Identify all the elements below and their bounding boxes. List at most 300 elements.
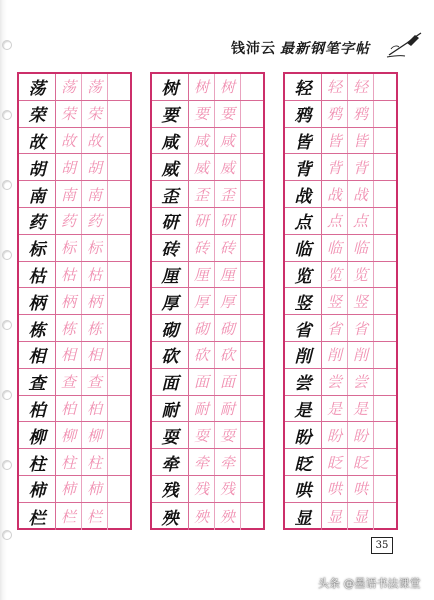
trace-cell — [215, 262, 241, 288]
trace-cell — [348, 396, 374, 422]
trace-cell — [348, 422, 374, 448]
trace-cell — [56, 154, 82, 180]
trace-character: 削 — [326, 346, 342, 365]
blank-practice-cell — [241, 369, 263, 395]
trace-cell — [348, 128, 374, 154]
trace-cell — [215, 74, 241, 100]
blank-practice-cell — [241, 128, 263, 154]
model-character: 荣 — [28, 106, 46, 127]
model-cell — [285, 422, 322, 448]
trace-cell — [56, 288, 82, 314]
trace-cell — [82, 288, 108, 314]
trace-cell — [322, 101, 348, 127]
trace-character: 面 — [219, 373, 235, 392]
trace-cell — [189, 181, 215, 207]
trace-cell — [189, 476, 215, 502]
blank-practice-cell — [108, 101, 130, 127]
model-character: 厚 — [161, 293, 179, 314]
trace-cell — [322, 449, 348, 475]
practice-row — [152, 369, 263, 396]
blank-practice-cell — [241, 315, 263, 341]
model-cell — [285, 262, 322, 288]
model-cell — [19, 208, 56, 234]
model-cell — [19, 315, 56, 341]
trace-character: 皆 — [352, 131, 368, 150]
trace-cell — [348, 476, 374, 502]
trace-cell — [215, 422, 241, 448]
trace-character: 显 — [352, 507, 368, 526]
blank-practice-cell — [108, 288, 130, 314]
trace-cell — [82, 154, 108, 180]
trace-cell — [322, 262, 348, 288]
trace-character: 砍 — [219, 346, 235, 365]
trace-cell — [189, 262, 215, 288]
trace-character: 柱 — [60, 453, 76, 472]
practice-row — [285, 315, 396, 342]
trace-cell — [348, 342, 374, 368]
model-character: 柳 — [28, 427, 46, 448]
trace-character: 是 — [326, 399, 342, 418]
trace-character: 柱 — [86, 453, 102, 472]
binder-holes — [0, 0, 14, 600]
trace-character: 标 — [60, 239, 76, 258]
trace-character: 背 — [326, 158, 342, 177]
trace-cell — [56, 449, 82, 475]
model-character: 削 — [294, 347, 312, 368]
trace-cell — [322, 181, 348, 207]
model-character: 厘 — [161, 266, 179, 287]
trace-cell — [82, 503, 108, 530]
model-character: 战 — [294, 186, 312, 207]
trace-character: 点 — [352, 212, 368, 231]
model-character: 点 — [294, 213, 312, 234]
trace-character: 柏 — [86, 399, 102, 418]
model-cell — [285, 154, 322, 180]
model-character: 栋 — [28, 320, 46, 341]
model-cell — [152, 369, 189, 395]
model-cell — [19, 154, 56, 180]
trace-character: 相 — [86, 346, 102, 365]
blank-practice-cell — [108, 503, 130, 530]
trace-cell — [215, 342, 241, 368]
trace-cell — [82, 262, 108, 288]
blank-practice-cell — [108, 396, 130, 422]
blank-practice-cell — [108, 128, 130, 154]
trace-character: 览 — [326, 265, 342, 284]
model-cell — [19, 396, 56, 422]
book-subtitle: 最新钢笔字帖 — [280, 41, 370, 57]
trace-cell — [82, 235, 108, 261]
practice-row — [285, 74, 396, 101]
trace-character: 是 — [352, 399, 368, 418]
model-character: 眨 — [294, 454, 312, 475]
blank-practice-cell — [241, 449, 263, 475]
trace-character: 尝 — [352, 373, 368, 392]
trace-cell — [82, 315, 108, 341]
trace-cell — [56, 74, 82, 100]
practice-row — [152, 74, 263, 101]
trace-character: 南 — [86, 185, 102, 204]
model-character: 轻 — [294, 79, 312, 100]
trace-character: 砖 — [219, 239, 235, 258]
practice-row — [152, 101, 263, 128]
practice-row — [19, 476, 130, 503]
trace-character: 威 — [193, 158, 209, 177]
trace-character: 临 — [352, 239, 368, 258]
trace-cell — [56, 369, 82, 395]
trace-character: 故 — [86, 131, 102, 150]
trace-character: 省 — [326, 319, 342, 338]
trace-character: 厚 — [193, 292, 209, 311]
trace-cell — [215, 235, 241, 261]
practice-row — [285, 449, 396, 476]
trace-cell — [322, 74, 348, 100]
trace-character: 皆 — [326, 131, 342, 150]
practice-row — [19, 154, 130, 181]
trace-character: 尝 — [326, 373, 342, 392]
practice-row — [152, 154, 263, 181]
blank-practice-cell — [108, 74, 130, 100]
practice-row — [19, 262, 130, 289]
trace-cell — [82, 208, 108, 234]
model-cell — [19, 422, 56, 448]
blank-practice-cell — [108, 369, 130, 395]
trace-character: 显 — [326, 507, 342, 526]
trace-cell — [82, 476, 108, 502]
model-character: 是 — [294, 400, 312, 421]
trace-cell — [82, 369, 108, 395]
trace-character: 残 — [219, 480, 235, 499]
trace-character: 威 — [219, 158, 235, 177]
trace-cell — [56, 101, 82, 127]
trace-cell — [56, 262, 82, 288]
trace-cell — [215, 396, 241, 422]
trace-cell — [348, 503, 374, 530]
blank-practice-cell — [108, 181, 130, 207]
trace-cell — [56, 503, 82, 530]
blank-practice-cell — [108, 154, 130, 180]
blank-practice-cell — [374, 74, 396, 100]
practice-row — [285, 235, 396, 262]
trace-cell — [82, 449, 108, 475]
trace-cell — [189, 288, 215, 314]
trace-character: 哄 — [352, 480, 368, 499]
blank-practice-cell — [108, 449, 130, 475]
model-cell — [152, 422, 189, 448]
trace-character: 厘 — [193, 265, 209, 284]
model-cell — [285, 181, 322, 207]
trace-character: 荣 — [60, 105, 76, 124]
practice-row — [19, 449, 130, 476]
model-cell — [152, 449, 189, 475]
model-cell — [19, 369, 56, 395]
practice-row — [19, 101, 130, 128]
trace-character: 耐 — [193, 399, 209, 418]
practice-row — [152, 342, 263, 369]
practice-row — [19, 422, 130, 449]
author-name: 钱沛云 — [231, 41, 276, 57]
trace-character: 荡 — [86, 78, 102, 97]
practice-row — [19, 369, 130, 396]
blank-practice-cell — [108, 476, 130, 502]
trace-cell — [189, 208, 215, 234]
practice-row — [19, 396, 130, 423]
model-cell — [285, 503, 322, 530]
model-character: 栏 — [28, 508, 46, 529]
trace-cell — [322, 315, 348, 341]
trace-character: 药 — [86, 212, 102, 231]
practice-row — [19, 315, 130, 342]
model-character: 殃 — [161, 508, 179, 529]
binder-hole — [2, 320, 12, 330]
trace-character: 荣 — [86, 105, 102, 124]
trace-character: 竖 — [352, 292, 368, 311]
trace-character: 要 — [193, 105, 209, 124]
model-cell — [19, 342, 56, 368]
trace-cell — [348, 315, 374, 341]
model-cell — [152, 74, 189, 100]
trace-character: 盼 — [352, 426, 368, 445]
practice-row — [152, 396, 263, 423]
model-character: 歪 — [161, 186, 179, 207]
blank-practice-cell — [374, 208, 396, 234]
model-cell — [152, 128, 189, 154]
practice-row — [285, 422, 396, 449]
binder-hole — [2, 180, 12, 190]
trace-character: 栏 — [86, 507, 102, 526]
model-cell — [285, 396, 322, 422]
trace-cell — [189, 449, 215, 475]
practice-row — [285, 503, 396, 530]
model-character: 树 — [161, 79, 179, 100]
blank-practice-cell — [241, 262, 263, 288]
blank-practice-cell — [374, 476, 396, 502]
blank-practice-cell — [374, 101, 396, 127]
model-cell — [285, 476, 322, 502]
model-cell — [152, 101, 189, 127]
trace-character: 耍 — [193, 426, 209, 445]
model-character: 省 — [294, 320, 312, 341]
trace-cell — [56, 208, 82, 234]
practice-row — [285, 476, 396, 503]
binder-hole — [2, 390, 12, 400]
model-character: 哄 — [294, 481, 312, 502]
trace-cell — [189, 503, 215, 530]
trace-cell — [189, 315, 215, 341]
blank-practice-cell — [241, 74, 263, 100]
blank-practice-cell — [241, 288, 263, 314]
blank-practice-cell — [108, 315, 130, 341]
blank-practice-cell — [108, 422, 130, 448]
trace-character: 柏 — [60, 399, 76, 418]
trace-cell — [348, 449, 374, 475]
trace-character: 哄 — [326, 480, 342, 499]
trace-character: 栋 — [86, 319, 102, 338]
trace-cell — [82, 74, 108, 100]
blank-practice-cell — [241, 101, 263, 127]
trace-cell — [348, 154, 374, 180]
blank-practice-cell — [108, 235, 130, 261]
model-character: 枯 — [28, 266, 46, 287]
model-cell — [152, 476, 189, 502]
model-character: 标 — [28, 240, 46, 261]
trace-cell — [322, 396, 348, 422]
trace-character: 削 — [352, 346, 368, 365]
trace-character: 柳 — [60, 426, 76, 445]
trace-cell — [56, 315, 82, 341]
trace-cell — [82, 396, 108, 422]
trace-character: 轻 — [326, 78, 342, 97]
binder-hole — [2, 40, 12, 50]
trace-character: 标 — [86, 239, 102, 258]
model-cell — [285, 369, 322, 395]
trace-cell — [82, 181, 108, 207]
practice-column-2 — [150, 72, 265, 530]
trace-character: 咸 — [193, 131, 209, 150]
practice-row — [19, 288, 130, 315]
trace-cell — [348, 235, 374, 261]
trace-character: 柿 — [86, 480, 102, 499]
trace-cell — [189, 422, 215, 448]
trace-character: 殃 — [219, 507, 235, 526]
trace-cell — [189, 396, 215, 422]
model-character: 临 — [294, 240, 312, 261]
trace-character: 栋 — [60, 319, 76, 338]
page-number: 35 — [371, 537, 393, 554]
model-character: 竖 — [294, 293, 312, 314]
practice-row — [19, 342, 130, 369]
trace-character: 树 — [219, 78, 235, 97]
trace-character: 面 — [193, 373, 209, 392]
practice-row — [152, 181, 263, 208]
model-cell — [19, 449, 56, 475]
practice-row — [152, 288, 263, 315]
practice-row — [285, 262, 396, 289]
trace-cell — [56, 181, 82, 207]
trace-cell — [322, 342, 348, 368]
trace-character: 柳 — [86, 426, 102, 445]
practice-column-1 — [17, 72, 132, 530]
trace-character: 查 — [86, 373, 102, 392]
model-character: 盼 — [294, 427, 312, 448]
practice-row — [285, 369, 396, 396]
model-cell — [152, 235, 189, 261]
trace-character: 胡 — [86, 158, 102, 177]
trace-character: 砖 — [193, 239, 209, 258]
model-character: 面 — [161, 374, 179, 395]
trace-character: 殃 — [193, 507, 209, 526]
trace-character: 荡 — [60, 78, 76, 97]
model-character: 荡 — [28, 79, 46, 100]
trace-character: 盼 — [326, 426, 342, 445]
practice-row — [19, 74, 130, 101]
blank-practice-cell — [241, 181, 263, 207]
trace-character: 鸦 — [326, 105, 342, 124]
trace-character: 砌 — [219, 319, 235, 338]
model-cell — [19, 476, 56, 502]
trace-cell — [215, 154, 241, 180]
model-character: 览 — [294, 266, 312, 287]
trace-character: 耍 — [219, 426, 235, 445]
trace-character: 牵 — [219, 453, 235, 472]
trace-character: 竖 — [326, 292, 342, 311]
trace-character: 相 — [60, 346, 76, 365]
trace-cell — [348, 369, 374, 395]
model-cell — [285, 128, 322, 154]
blank-practice-cell — [374, 154, 396, 180]
trace-cell — [215, 449, 241, 475]
model-character: 砍 — [161, 347, 179, 368]
model-character: 显 — [294, 508, 312, 529]
model-character: 砌 — [161, 320, 179, 341]
trace-cell — [56, 128, 82, 154]
blank-practice-cell — [241, 396, 263, 422]
model-character: 胡 — [28, 159, 46, 180]
model-cell — [19, 181, 56, 207]
trace-cell — [322, 422, 348, 448]
model-cell — [19, 101, 56, 127]
practice-row — [285, 101, 396, 128]
trace-character: 歪 — [193, 185, 209, 204]
trace-cell — [56, 396, 82, 422]
model-cell — [19, 262, 56, 288]
model-character: 鸦 — [294, 106, 312, 127]
model-cell — [152, 315, 189, 341]
trace-character: 砍 — [193, 346, 209, 365]
blank-practice-cell — [374, 503, 396, 530]
binder-hole — [2, 530, 12, 540]
binder-hole — [2, 250, 12, 260]
model-character: 耐 — [161, 400, 179, 421]
trace-cell — [322, 128, 348, 154]
trace-character: 枯 — [60, 265, 76, 284]
trace-character: 柄 — [86, 292, 102, 311]
trace-cell — [348, 288, 374, 314]
model-cell — [285, 101, 322, 127]
model-character: 柏 — [28, 400, 46, 421]
practice-row — [285, 154, 396, 181]
blank-practice-cell — [374, 369, 396, 395]
trace-cell — [215, 369, 241, 395]
practice-row — [285, 288, 396, 315]
practice-row — [152, 503, 263, 530]
trace-character: 轻 — [352, 78, 368, 97]
trace-character: 鸦 — [352, 105, 368, 124]
trace-character: 要 — [219, 105, 235, 124]
model-cell — [285, 288, 322, 314]
trace-cell — [348, 208, 374, 234]
trace-character: 厚 — [219, 292, 235, 311]
practice-row — [285, 128, 396, 155]
blank-practice-cell — [374, 128, 396, 154]
model-cell — [285, 342, 322, 368]
binder-hole — [2, 460, 12, 470]
trace-cell — [189, 154, 215, 180]
trace-character: 研 — [193, 212, 209, 231]
blank-practice-cell — [374, 396, 396, 422]
trace-character: 药 — [60, 212, 76, 231]
trace-cell — [215, 476, 241, 502]
blank-practice-cell — [241, 154, 263, 180]
trace-cell — [82, 422, 108, 448]
trace-cell — [189, 235, 215, 261]
practice-row — [285, 342, 396, 369]
trace-character: 战 — [352, 185, 368, 204]
trace-character: 胡 — [60, 158, 76, 177]
trace-character: 查 — [60, 373, 76, 392]
practice-row — [19, 128, 130, 155]
watermark: 头条 @墨语书法课堂 — [318, 577, 421, 590]
